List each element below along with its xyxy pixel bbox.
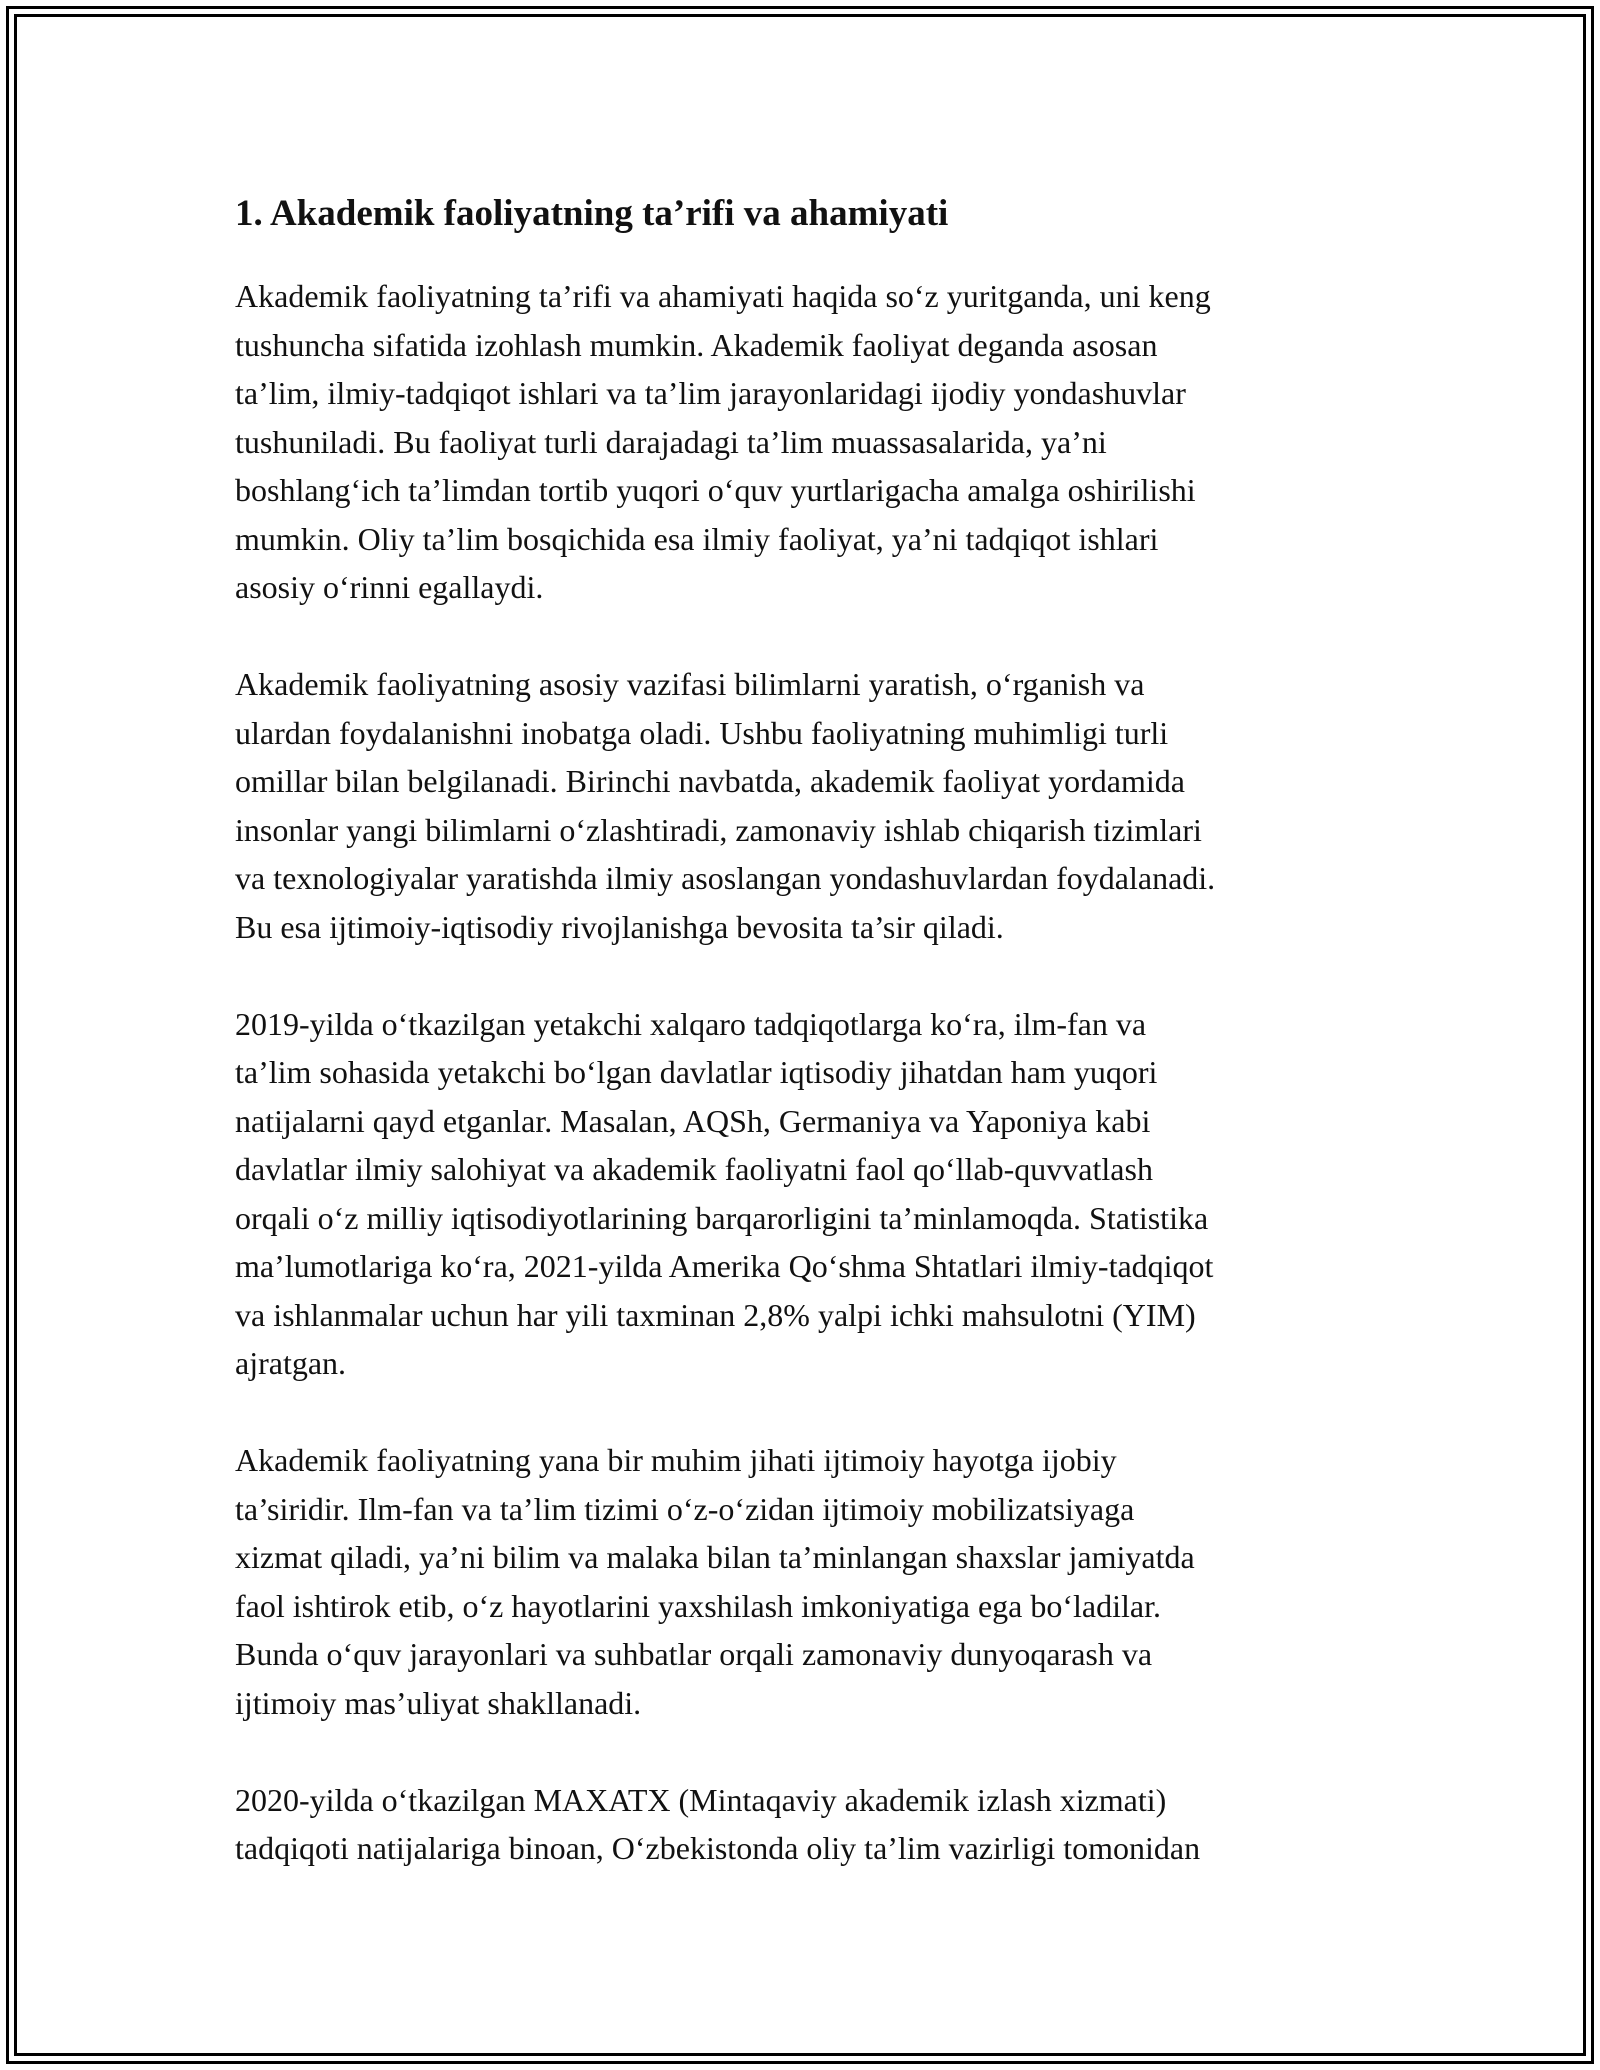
text-line: va ishlanmalar uchun har yili taxminan 2,8% yalpi ichki mahsulotni (YIM) <box>235 1296 1196 1333</box>
text-line: ma’lumotlariga ko‘ra, 2021-yilda Amerika Qo‘shma Shtatlari ilmiy-tadqiqot <box>235 1248 1214 1284</box>
text-line: ta’siridir. Ilm-fan va ta’lim tizimi o‘z-o‘zidan ijtimoiy mobilizatsiyaga <box>235 1490 1135 1527</box>
section-heading: 1. Akademik faoliyatning ta’rifi va ahamiyati <box>235 193 949 234</box>
paragraph-1 <box>235 272 1380 612</box>
text-line: 2019-yilda o‘tkazilgan yetakchi xalqaro tadqiqotlarga ko‘ra, ilm-fan va <box>235 1005 1147 1042</box>
text-line: insonlar yangi bilimlarni o‘zlashtiradi, zamonaviy ishlab chiqarish tizimlari <box>235 811 1202 848</box>
text-line: tadqiqoti natijalariga binoan, O‘zbekistonda oliy ta’lim vazirligi tomonidan <box>235 1830 1201 1866</box>
text-line: faol ishtirok etib, o‘z hayotlarini yaxshilash imkoniyatiga ega bo‘ladilar. <box>235 1587 1161 1624</box>
text-line: xizmat qiladi, ya’ni bilim va malaka bilan ta’minlangan shaxslar jamiyatda <box>235 1539 1195 1575</box>
paragraph-2 <box>235 660 1380 951</box>
text-line: natijalarni qayd etganlar. Masalan, AQSh, Germaniya va Yaponiya kabi <box>235 1102 1151 1139</box>
text-line: tushuniladi. Bu faoliyat turli darajadagi ta’lim muassasalarida, ya’ni <box>235 423 1107 460</box>
paragraph-5 <box>235 1776 1380 1873</box>
paragraph-3 <box>235 1000 1380 1388</box>
text-line: ajratgan. <box>235 1345 347 1381</box>
text-line: asosiy o‘rinni egallaydi. <box>235 569 544 605</box>
text-line: omillar bilan belgilanadi. Birinchi navbatda, akademik faoliyat yordamida <box>235 763 1185 799</box>
text-line: Bu esa ijtimoiy-iqtisodiy rivojlanishga bevosita ta’sir qiladi. <box>235 908 1004 945</box>
text-line: Bunda o‘quv jarayonlari va suhbatlar orqali zamonaviy dunyoqarash va <box>235 1636 1153 1672</box>
text-line: ta’lim sohasida yetakchi bo‘lgan davlatlar iqtisodiy jihatdan ham yuqori <box>235 1054 1158 1090</box>
text-line: 2020-yilda o‘tkazilgan MAXATX (Mintaqaviy akademik izlash xizmati) <box>235 1781 1167 1818</box>
text-line: ijtimoiy mas’uliyat shakllanadi. <box>235 1684 642 1721</box>
text-line: Akademik faoliyatning yana bir muhim jihati ijtimoiy hayotga ijobiy <box>235 1442 1117 1478</box>
text-line: orqali o‘z milliy iqtisodiyotlarining barqarorligini ta’minlamoqda. Statistika <box>235 1199 1209 1236</box>
text-line: Akademik faoliyatning ta’rifi va ahamiyati haqida so‘z yuritganda, uni keng <box>235 278 1211 314</box>
text-line: mumkin. Oliy ta’lim bosqichida esa ilmiy faoliyat, ya’ni tadqiqot ishlari <box>235 520 1159 557</box>
paragraph-4 <box>235 1436 1380 1727</box>
text-line: ta’lim, ilmiy-tadqiqot ishlari va ta’lim jarayonlaridagi ijodiy yondashuvlar <box>235 375 1186 411</box>
text-line: davlatlar ilmiy salohiyat va akademik faoliyatni faol qo‘llab-quvvatlash <box>235 1151 1153 1187</box>
text-line: boshlang‘ich ta’limdan tortib yuqori o‘quv yurtlarigacha amalga oshirilishi <box>235 472 1196 508</box>
text-line: va texnologiyalar yaratishda ilmiy asoslangan yondashuvlardan foydalanadi. <box>235 860 1216 896</box>
text-line: ulardan foydalanishni inobatga oladi. Ushbu faoliyatning muhimligi turli <box>235 714 1169 751</box>
document-body <box>235 190 1380 1921</box>
text-line: Akademik faoliyatning asosiy vazifasi bilimlarni yaratish, o‘rganish va <box>235 666 1145 702</box>
text-line: tushuncha sifatida izohlash mumkin. Akademik faoliyat deganda asosan <box>235 326 1158 363</box>
